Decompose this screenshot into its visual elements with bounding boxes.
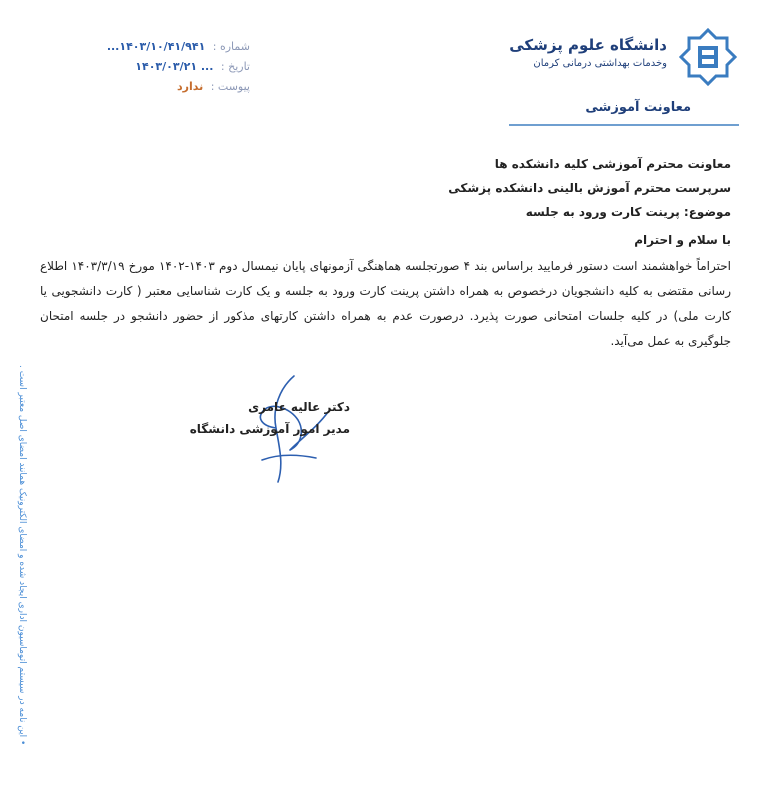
meta-date-value: ... ۱۴۰۳/۰۳/۲۱ bbox=[135, 60, 214, 73]
signature-block bbox=[189, 396, 350, 440]
department-name: معاونت آموزشی bbox=[585, 100, 691, 115]
university-subtitle: وخدمات بهداشتی درمانی کرمان bbox=[533, 58, 667, 69]
recipient-line-1: معاونت محترم آموزشی کلیه دانشکده ها bbox=[494, 157, 731, 171]
letter-meta bbox=[80, 40, 250, 100]
university-name: دانشگاه علوم پزشکی bbox=[509, 36, 667, 54]
meta-attachment-label: پیوست : bbox=[210, 80, 250, 93]
signatory-title: مدیر امور آموزشی دانشگاه bbox=[189, 422, 350, 436]
signatory-name: دکتر عالیه عامری bbox=[248, 400, 350, 414]
university-emblem-icon bbox=[677, 28, 739, 90]
meta-date-label: تاریخ : bbox=[220, 60, 250, 73]
header-divider bbox=[509, 124, 739, 126]
electronic-signature-note: • این نامه در سیستم اتوماسیون اداری ایجاد شده و امضای الکترونیک همانند امضای اصل معتبر است . bbox=[17, 364, 27, 745]
recipient-line-2: سرپرست محترم آموزش بالینی دانشکده پزشکی bbox=[448, 181, 731, 195]
letter-body bbox=[40, 152, 731, 354]
meta-attachment bbox=[80, 80, 250, 100]
university-header bbox=[509, 22, 739, 130]
body-paragraph: احتراماً خواهشمند است دستور فرمایید براساس بند ۴ صورتجلسه هماهنگی آزمونهای پایان نیمسال دوم ۱۴۰۳-۱۴۰۲ مورخ ۱۴۰۳/۳/۱۹ اطلاع رسانی مقتضی به کلیه دانشجویان درخصوص به همراه داشتن پرینت کارت ورود به جلسه و یک کارت شناسایی معتبر ( کارت دانشجویی یا کارت ملی) در کلیه جلسات امتحانی صورت پذیرد. درصورت عدم به همراه داشتن کارتهای مذکور از حضور دانشجو در جلسه امتحان جلوگیری به عمل می‌آید. bbox=[40, 259, 731, 348]
meta-attachment-value: ندارد bbox=[176, 80, 204, 93]
meta-number-value: ۱۴۰۳/۱۰/۴۱/۹۴۱... bbox=[106, 40, 206, 53]
subject-line: موضوع: پرینت کارت ورود به جلسه bbox=[525, 205, 731, 219]
meta-date bbox=[80, 60, 250, 80]
meta-number bbox=[80, 40, 250, 60]
meta-number-label: شماره : bbox=[212, 40, 250, 53]
greeting: با سلام و احترام bbox=[634, 233, 731, 247]
